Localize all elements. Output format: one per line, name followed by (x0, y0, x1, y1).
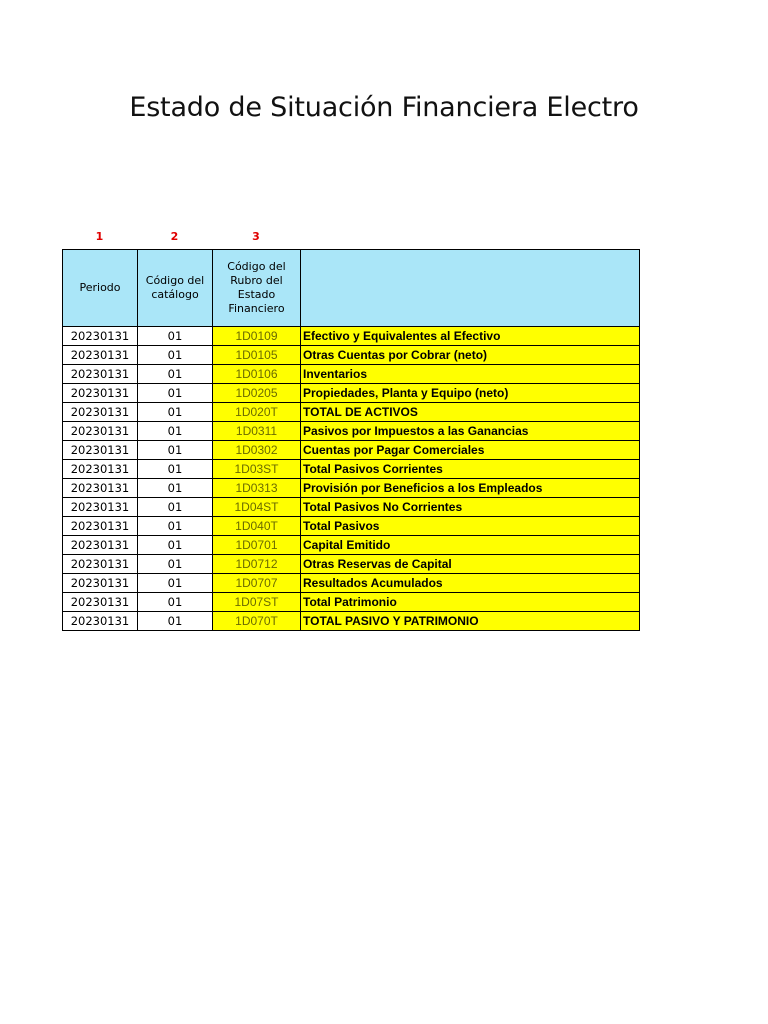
rubro-code-cell: 1D0205 (213, 384, 301, 403)
catalogo-cell: 01 (138, 612, 213, 631)
catalogo-cell: 01 (138, 498, 213, 517)
table-row (63, 555, 640, 574)
description-cell: Inventarios (301, 365, 640, 384)
periodo-cell: 20230131 (63, 460, 138, 479)
header-codigo-rubro (213, 250, 301, 327)
periodo-cell: 20230131 (63, 422, 138, 441)
catalogo-cell: 01 (138, 327, 213, 346)
catalogo-cell: 01 (138, 536, 213, 555)
periodo-cell: 20230131 (63, 593, 138, 612)
periodo-cell: 20230131 (63, 574, 138, 593)
column-number-3: 3 (252, 230, 260, 243)
table-row (63, 365, 640, 384)
table-row (63, 593, 640, 612)
rubro-code-cell: 1D0701 (213, 536, 301, 555)
periodo-cell: 20230131 (63, 365, 138, 384)
description-cell: TOTAL DE ACTIVOS (301, 403, 640, 422)
description-cell: Total Pasivos No Corrientes (301, 498, 640, 517)
table-row (63, 517, 640, 536)
rubro-code-cell: 1D03ST (213, 460, 301, 479)
table-row (63, 479, 640, 498)
rubro-code-cell: 1D0311 (213, 422, 301, 441)
description-cell: Cuentas por Pagar Comerciales (301, 441, 640, 460)
catalogo-cell: 01 (138, 593, 213, 612)
periodo-cell: 20230131 (63, 403, 138, 422)
table-row (63, 327, 640, 346)
description-cell: Total Pasivos (301, 517, 640, 536)
table-row (63, 422, 640, 441)
rubro-code-cell: 1D0302 (213, 441, 301, 460)
periodo-cell: 20230131 (63, 555, 138, 574)
table-row (63, 574, 640, 593)
description-cell: TOTAL PASIVO Y PATRIMONIO (301, 612, 640, 631)
column-numbers (62, 230, 639, 246)
table-row (63, 498, 640, 517)
page-title: Estado de Situación Financiera Electro (129, 92, 639, 123)
description-cell: Pasivos por Impuestos a las Ganancias (301, 422, 640, 441)
rubro-code-cell: 1D0105 (213, 346, 301, 365)
table-row (63, 384, 640, 403)
financial-statement-table (62, 249, 640, 631)
periodo-cell: 20230131 (63, 384, 138, 403)
periodo-cell: 20230131 (63, 441, 138, 460)
periodo-cell: 20230131 (63, 517, 138, 536)
rubro-code-cell: 1D07ST (213, 593, 301, 612)
description-cell: Otras Reservas de Capital (301, 555, 640, 574)
table-row (63, 612, 640, 631)
catalogo-cell: 01 (138, 460, 213, 479)
description-cell: Otras Cuentas por Cobrar (neto) (301, 346, 640, 365)
periodo-cell: 20230131 (63, 346, 138, 365)
rubro-code-cell: 1D0712 (213, 555, 301, 574)
rubro-code-cell: 1D070T (213, 612, 301, 631)
description-cell: Total Patrimonio (301, 593, 640, 612)
header-codigo-catalogo (138, 250, 213, 327)
description-cell: Propiedades, Planta y Equipo (neto) (301, 384, 640, 403)
catalogo-cell: 01 (138, 441, 213, 460)
rubro-code-cell: 1D0707 (213, 574, 301, 593)
periodo-cell: 20230131 (63, 327, 138, 346)
table-row (63, 403, 640, 422)
rubro-code-cell: 1D020T (213, 403, 301, 422)
column-number-2: 2 (170, 230, 179, 243)
catalogo-cell: 01 (138, 365, 213, 384)
column-number-1: 1 (95, 230, 104, 243)
description-cell: Efectivo y Equivalentes al Efectivo (301, 327, 640, 346)
rubro-code-cell: 1D0109 (213, 327, 301, 346)
header-periodo: Periodo (63, 250, 138, 327)
catalogo-cell: 01 (138, 422, 213, 441)
header-codigo-catalogo-text: Código del catálogo (145, 274, 205, 301)
table-row (63, 536, 640, 555)
description-cell: Provisión por Beneficios a los Empleados (301, 479, 640, 498)
table-row (63, 460, 640, 479)
catalogo-cell: 01 (138, 574, 213, 593)
catalogo-cell: 01 (138, 517, 213, 536)
catalogo-cell: 01 (138, 346, 213, 365)
catalogo-cell: 01 (138, 555, 213, 574)
catalogo-cell: 01 (138, 479, 213, 498)
rubro-code-cell: 1D04ST (213, 498, 301, 517)
rubro-code-cell: 1D040T (213, 517, 301, 536)
periodo-cell: 20230131 (63, 498, 138, 517)
periodo-cell: 20230131 (63, 479, 138, 498)
rubro-code-cell: 1D0106 (213, 365, 301, 384)
periodo-cell: 20230131 (63, 612, 138, 631)
description-cell: Total Pasivos Corrientes (301, 460, 640, 479)
header-codigo-rubro-text: Código del Rubro del Estado Financiero (227, 260, 286, 315)
table-row (63, 441, 640, 460)
catalogo-cell: 01 (138, 384, 213, 403)
rubro-code-cell: 1D0313 (213, 479, 301, 498)
periodo-cell: 20230131 (63, 536, 138, 555)
description-cell: Resultados Acumulados (301, 574, 640, 593)
header-descripcion (301, 250, 640, 327)
table-row (63, 346, 640, 365)
catalogo-cell: 01 (138, 403, 213, 422)
description-cell: Capital Emitido (301, 536, 640, 555)
table-header-row (63, 250, 640, 327)
